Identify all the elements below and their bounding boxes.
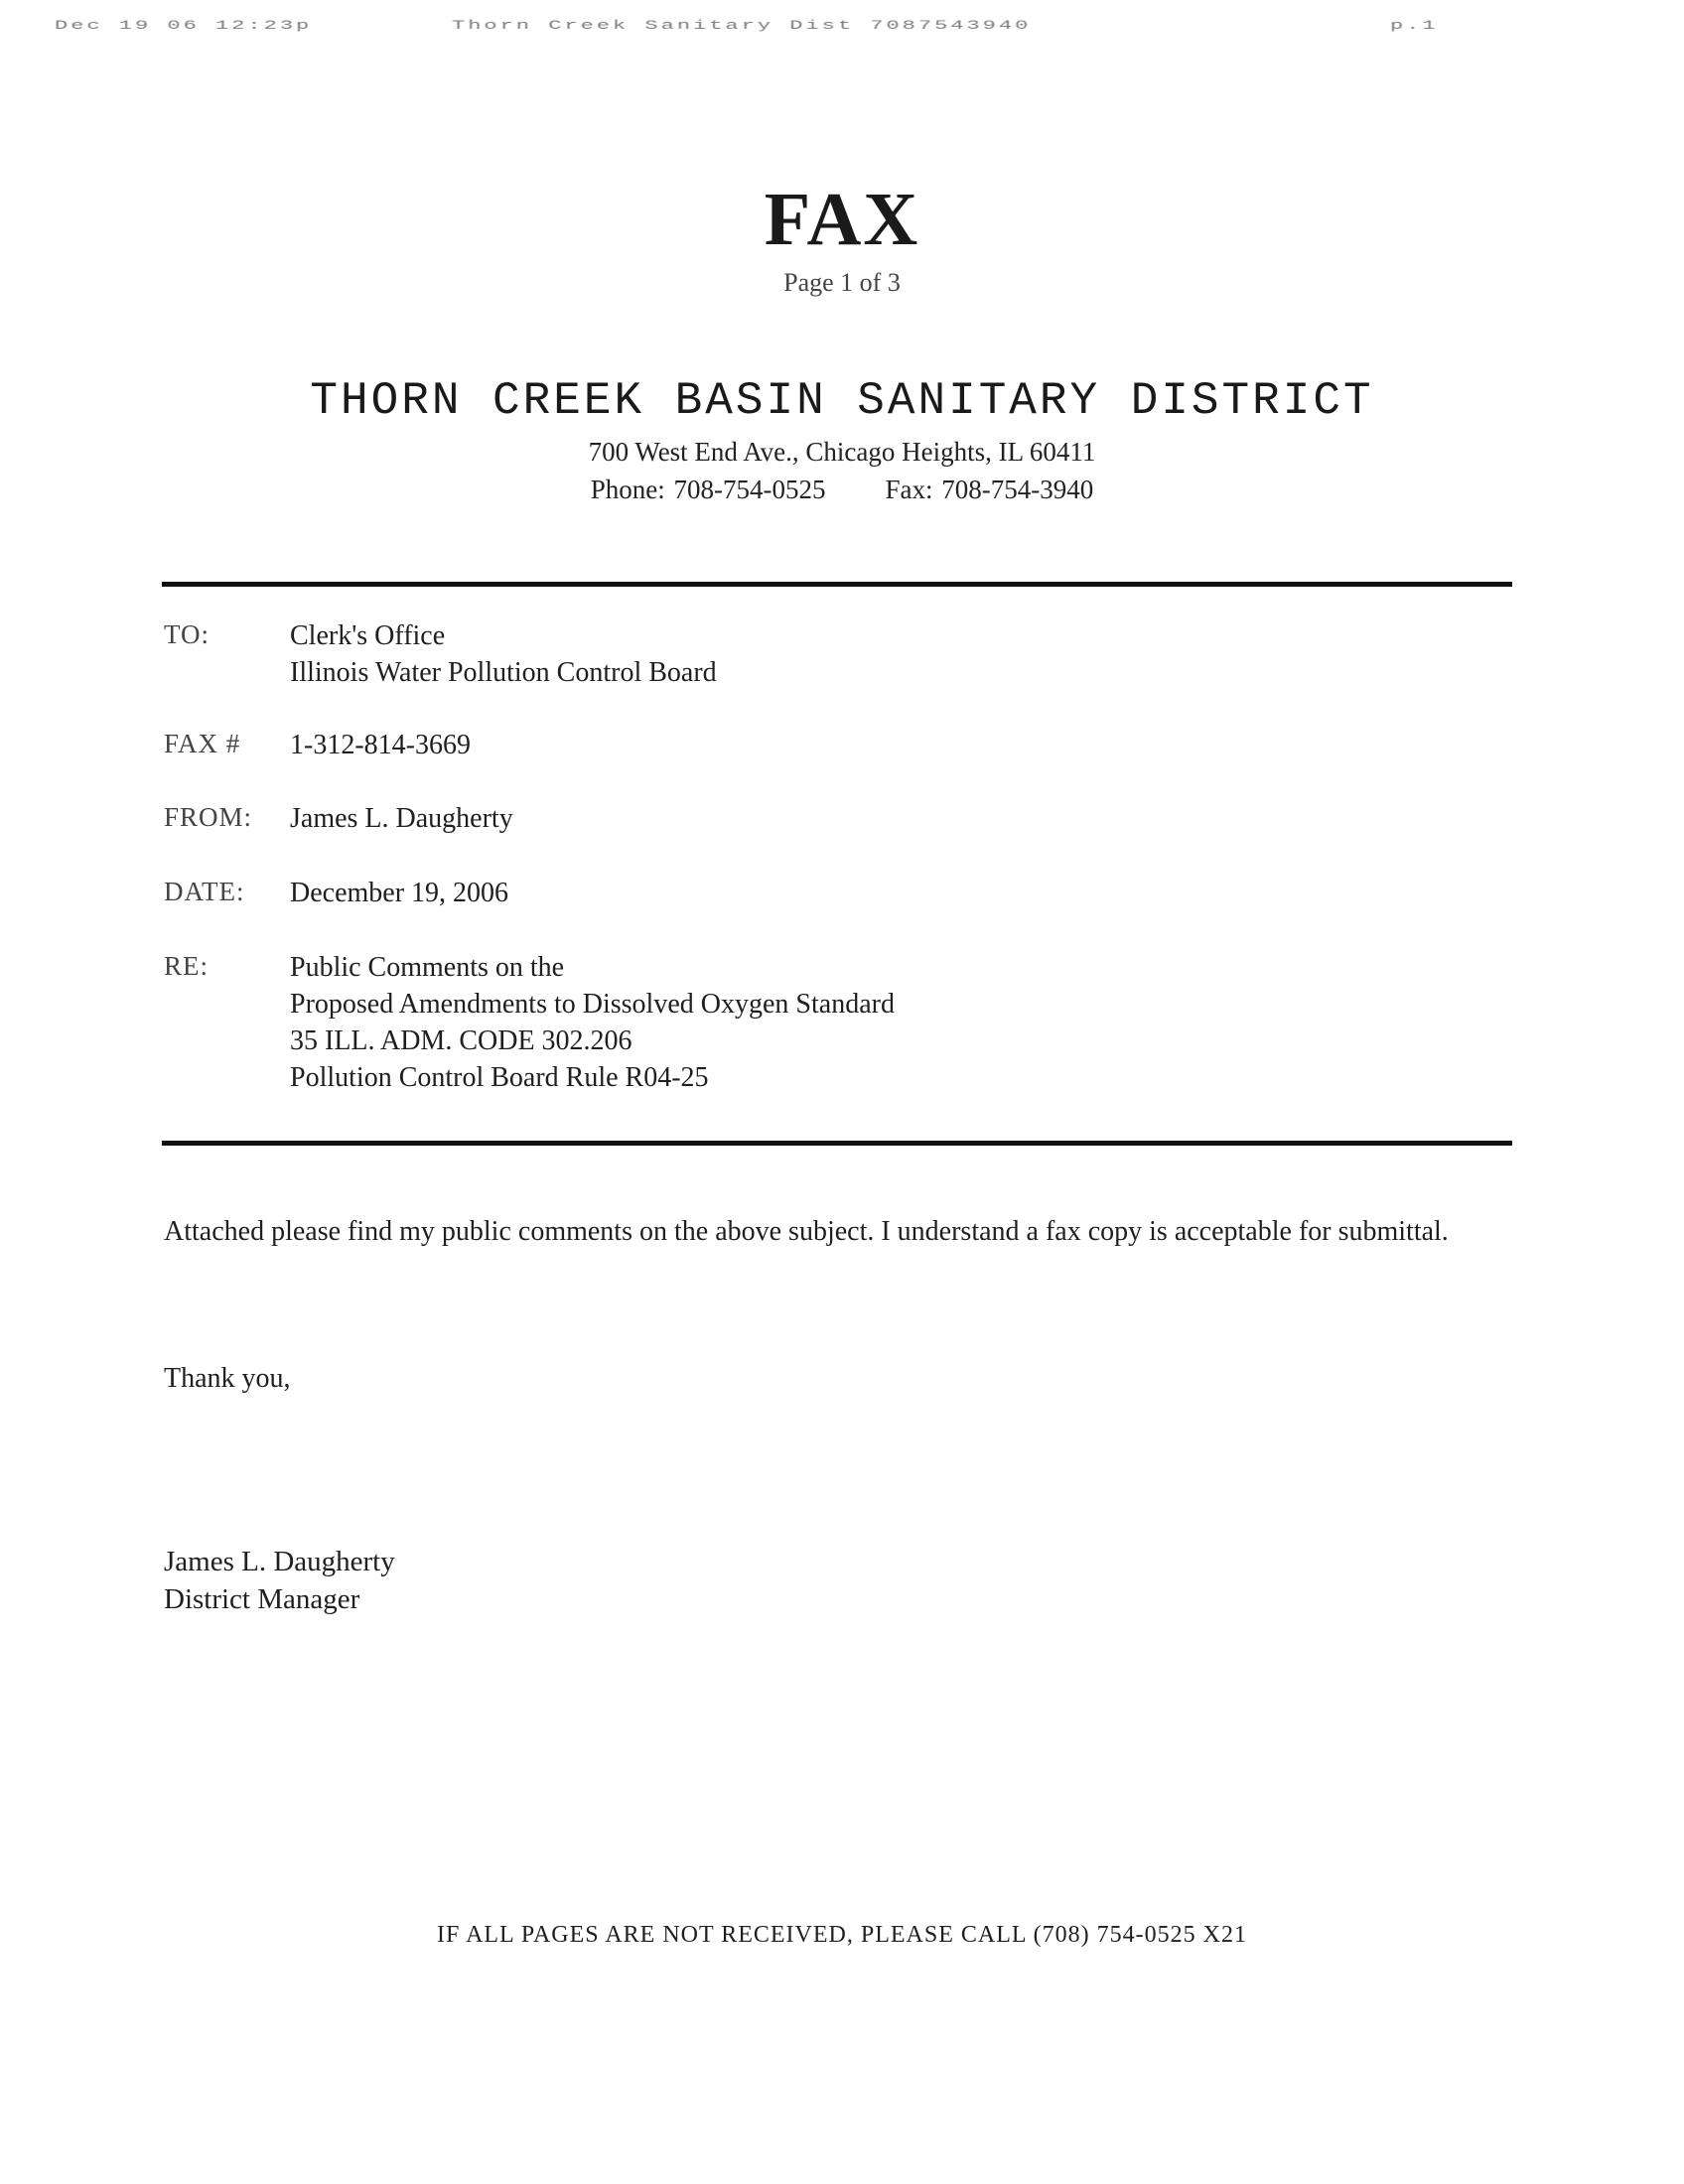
- organization-name: THORN CREEK BASIN SANITARY DISTRICT: [310, 375, 1374, 427]
- re-line: Proposed Amendments to Dissolved Oxygen Standard: [290, 989, 895, 1020]
- fax-number-value: 1-312-814-3669: [290, 730, 471, 760]
- re-line: 35 ILL. ADM. CODE 302.206: [290, 1025, 632, 1056]
- signature-block: [164, 1543, 395, 1618]
- organization-fax: Fax: 708-754-3940: [885, 475, 1094, 504]
- page-indicator: Page 1 of 3: [783, 268, 901, 297]
- footer-note: IF ALL PAGES ARE NOT RECEIVED, PLEASE CALL (708) 754-0525 X21: [437, 1922, 1247, 1948]
- bottom-divider: [162, 1141, 1512, 1146]
- signature-name: James L. Daugherty: [164, 1546, 395, 1577]
- fax-number-label: FAX #: [164, 729, 241, 758]
- from-label: FROM:: [164, 802, 253, 832]
- re-line: Pollution Control Board Rule R04-25: [290, 1062, 709, 1093]
- re-line: Public Comments on the: [290, 952, 565, 983]
- to-value: [290, 617, 717, 691]
- closing-text: Thank you,: [164, 1363, 291, 1394]
- organization-phone: Phone: 708-754-0525: [590, 475, 826, 504]
- organization-address: 700 West End Ave., Chicago Heights, IL 60411: [588, 437, 1096, 467]
- fax-transmission-header-page: p.1: [1390, 18, 1439, 33]
- body-paragraph: Attached please find my public comments on the above subject. I understand a fax copy is acceptable for submittal.: [164, 1216, 1449, 1247]
- date-value: December 19, 2006: [290, 878, 509, 908]
- re-value: [290, 949, 895, 1096]
- to-label: TO:: [164, 619, 210, 649]
- re-label: RE:: [164, 951, 210, 981]
- document-title: FAX: [764, 178, 920, 261]
- signature-title: District Manager: [164, 1583, 360, 1615]
- to-line: Clerk's Office: [290, 620, 446, 651]
- date-label: DATE:: [164, 877, 245, 906]
- to-line: Illinois Water Pollution Control Board: [290, 657, 717, 688]
- from-value: James L. Daugherty: [290, 803, 513, 834]
- fax-transmission-header-datetime: Dec 19 06 12:23p: [55, 18, 313, 33]
- fax-transmission-header-sender: Thorn Creek Sanitary Dist 7087543940: [452, 18, 1032, 33]
- organization-contact: [0, 475, 1684, 505]
- top-divider: [162, 582, 1512, 587]
